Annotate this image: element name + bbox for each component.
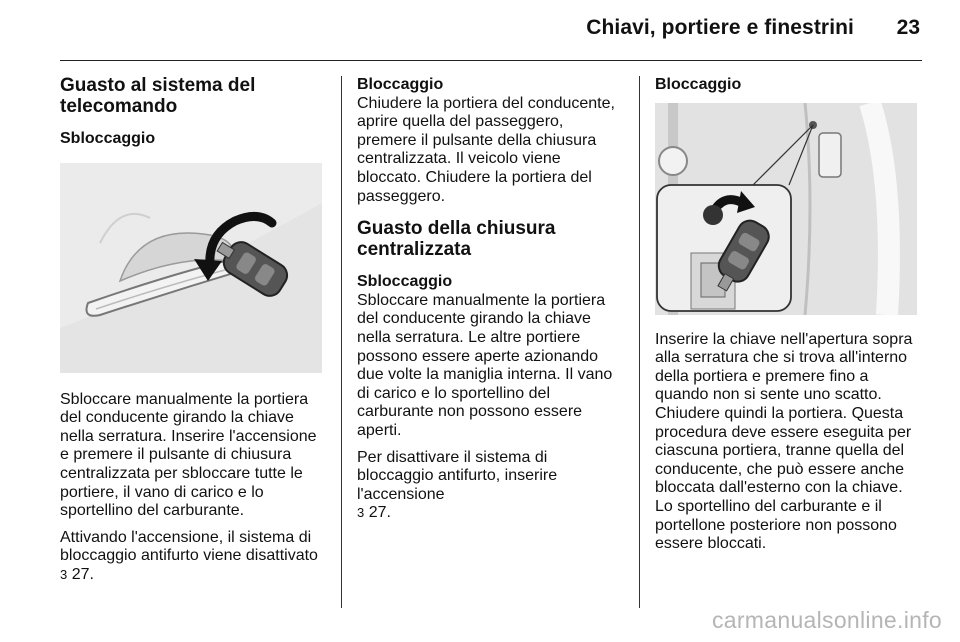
- paragraph-locking: Chiudere la portiera del conducente, aprire quella del passeggero, premere il pulsante della chiusura centralizzata. Il veicolo viene bloccato. Chiudere la portiera del passeggero.: [357, 94, 615, 205]
- paragraph-antitheft-disable-text: Per disattivare il sistema di bloccaggio antifurto, inserire l'accensione: [357, 448, 558, 503]
- door-handle-key-figure: [60, 163, 322, 373]
- paragraph-lock-procedure: Inserire la chiave nell'apertura sopra alla serratura che si trova all'interno della portiera e premere fino a quando non si sente uno scatto. Chiudere quindi la portiera. Questa procedura deve essere eseguita per ciascuna portiera, tranne quella del conducente, che può essere anche bloccata dall'esterno con la chiave. Lo sportellino del carburante e il portellone posteriore non possono essere bloccati.: [655, 330, 913, 553]
- page-ref-arrow-icon: 3: [60, 566, 68, 582]
- column-3: [655, 76, 923, 554]
- paragraph-antitheft-disable: [357, 449, 625, 523]
- page-header: [60, 0, 922, 61]
- page-ref-link[interactable]: 27.: [71, 565, 94, 583]
- section-heading-central-lock-failure: Guasto della chiusura centralizzata: [357, 218, 556, 260]
- column-divider-1: [341, 76, 342, 608]
- column-2: [357, 76, 625, 523]
- door-lock-key-icon: [655, 103, 917, 315]
- header-title: Chiavi, portiere e finestrini: [586, 16, 854, 39]
- column-divider-2: [639, 76, 640, 608]
- paragraph-antitheft-off: [60, 529, 326, 585]
- section-heading-remote-failure: Guasto al sistema del telecomando: [60, 75, 256, 117]
- page-ref-arrow-icon: 3: [357, 505, 365, 521]
- paragraph-manual-unlock-2: Sbloccare manualmente la portiera del conducente girando la chiave nella serratura. Le altre portiere possono essere aperte azionando due volte la maniglia interna. Il vano di carico e lo sportellino del carburante non possono essere aperti.: [357, 291, 613, 439]
- watermark: carmanualsonline.info: [711, 607, 942, 633]
- door-lock-key-figure: [655, 103, 917, 315]
- subheading-unlocking: Sbloccaggio: [60, 130, 156, 147]
- page-number: 23: [896, 16, 920, 39]
- page-ref-link[interactable]: 27.: [368, 504, 391, 522]
- subheading-locking-3: Bloccaggio: [655, 76, 742, 93]
- subheading-locking: Bloccaggio: [357, 76, 444, 93]
- subheading-unlocking-2: Sbloccaggio: [357, 273, 453, 291]
- paragraph-manual-unlock: Sbloccare manualmente la portiera del conducente girando la chiave nella serratura. Inserire l'accensione e premere il pulsante di chiusura centralizzata per sbloccare tutte le portiere, il vano di carico e lo sportellino del carburante.: [60, 390, 317, 520]
- door-handle-key-icon: [60, 163, 322, 373]
- paragraph-antitheft-text: Attivando l'accensione, il sistema di bloccaggio antifurto viene disattivato: [60, 528, 318, 565]
- column-1: [60, 76, 326, 585]
